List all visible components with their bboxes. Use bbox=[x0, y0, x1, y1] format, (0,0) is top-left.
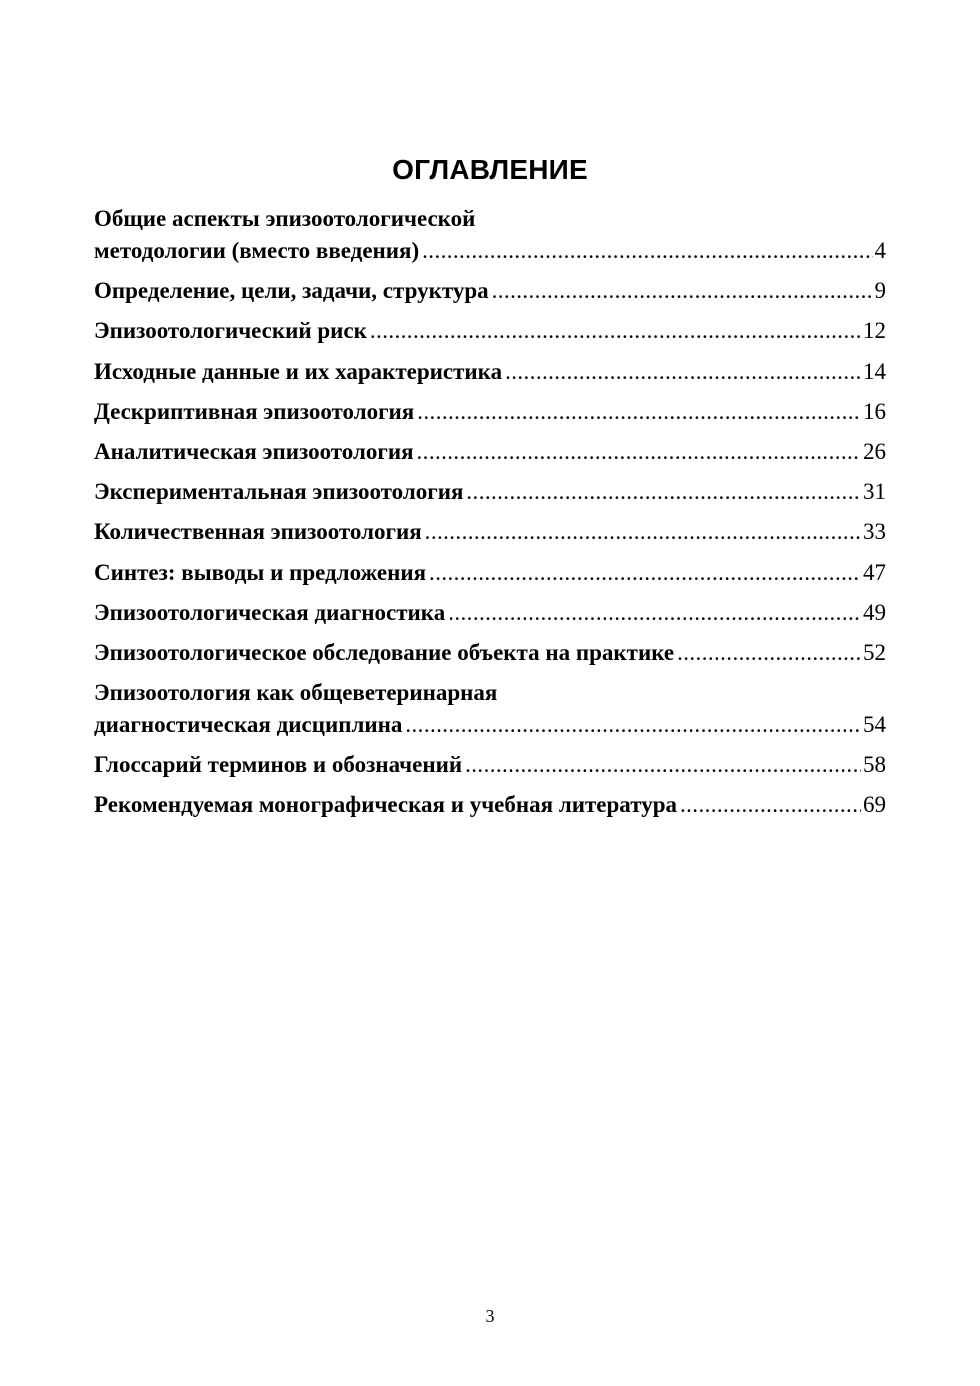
toc-heading: ОГЛАВЛЕНИЕ bbox=[392, 154, 588, 185]
page-number: 3 bbox=[485, 1306, 495, 1326]
toc-page-number: 31 bbox=[863, 479, 886, 505]
toc-page-number: 33 bbox=[863, 519, 886, 545]
dot-leader bbox=[405, 709, 861, 741]
toc-entry-title: Аналитическая эпизоотология bbox=[94, 438, 414, 464]
toc-page-number: 49 bbox=[863, 599, 886, 625]
toc-entry[interactable] bbox=[94, 677, 886, 741]
toc-page-number: 12 bbox=[863, 318, 886, 344]
toc-entry[interactable] bbox=[94, 557, 886, 589]
toc-page-number: 58 bbox=[863, 752, 886, 778]
toc-entry[interactable] bbox=[94, 637, 886, 669]
toc-page-number: 4 bbox=[874, 238, 886, 263]
toc-entry[interactable] bbox=[94, 356, 886, 388]
toc-entry[interactable] bbox=[94, 396, 886, 428]
toc-page-number: 52 bbox=[863, 639, 886, 665]
toc-page-number: 69 bbox=[863, 792, 886, 818]
toc-entry-title: Исходные данные и их характеристика bbox=[94, 358, 503, 384]
toc-entry[interactable] bbox=[94, 203, 886, 267]
toc-entry-title: Синтез: выводы и предложения bbox=[94, 559, 427, 585]
toc-entry[interactable] bbox=[94, 749, 886, 781]
toc-page-number: 47 bbox=[863, 559, 886, 585]
toc-entry-title: Эпизоотологический риск bbox=[94, 318, 367, 344]
dot-leader bbox=[465, 749, 861, 781]
toc-entry-title: Эпизоотологическая диагностика bbox=[94, 599, 446, 625]
dot-leader bbox=[422, 235, 872, 267]
toc-entry-title: Экспериментальная эпизоотология bbox=[94, 479, 464, 505]
toc-entry-title: Эпизоотологическое обследование объекта на практике bbox=[94, 639, 675, 665]
toc-entry-title: Глоссарий терминов и обозначений bbox=[94, 752, 463, 778]
dot-leader bbox=[466, 476, 861, 508]
dot-leader bbox=[680, 789, 861, 821]
toc-entry[interactable] bbox=[94, 789, 886, 821]
toc-page-number: 16 bbox=[863, 398, 886, 424]
toc-page-number: 54 bbox=[863, 712, 886, 738]
toc-entry-title: Определение, цели, задачи, структура bbox=[94, 278, 489, 304]
toc-entry-title: Количественная эпизоотология bbox=[94, 519, 422, 545]
toc-entry[interactable] bbox=[94, 436, 886, 468]
toc-page-number: 9 bbox=[874, 278, 886, 304]
dot-leader bbox=[492, 275, 873, 307]
toc-entry[interactable] bbox=[94, 597, 886, 629]
toc-entry-title: методологии (вместо введения) bbox=[94, 238, 420, 263]
toc-entry[interactable] bbox=[94, 516, 886, 548]
toc-entry[interactable] bbox=[94, 476, 886, 508]
dot-leader bbox=[448, 597, 861, 629]
dot-leader bbox=[505, 356, 861, 388]
dot-leader bbox=[417, 396, 861, 428]
toc-entry-title: диагностическая дисциплина bbox=[94, 712, 403, 738]
toc-entry-title: Дескриптивная эпизоотология bbox=[94, 398, 415, 424]
dot-leader bbox=[425, 516, 861, 548]
toc-entry-title-line: Общие аспекты эпизоотологической bbox=[94, 206, 476, 231]
toc-page-number: 26 bbox=[863, 438, 886, 464]
table-of-contents bbox=[94, 203, 886, 830]
toc-entry-title-line: Эпизоотология как общеветеринарная bbox=[94, 680, 498, 706]
toc-entry[interactable] bbox=[94, 275, 886, 307]
dot-leader bbox=[429, 557, 861, 589]
dot-leader bbox=[417, 436, 861, 468]
toc-page-number: 14 bbox=[863, 358, 886, 384]
dot-leader bbox=[677, 637, 861, 669]
toc-entry[interactable] bbox=[94, 315, 886, 347]
dot-leader bbox=[370, 315, 861, 347]
toc-entry-title: Рекомендуемая монографическая и учебная литература bbox=[94, 792, 677, 818]
